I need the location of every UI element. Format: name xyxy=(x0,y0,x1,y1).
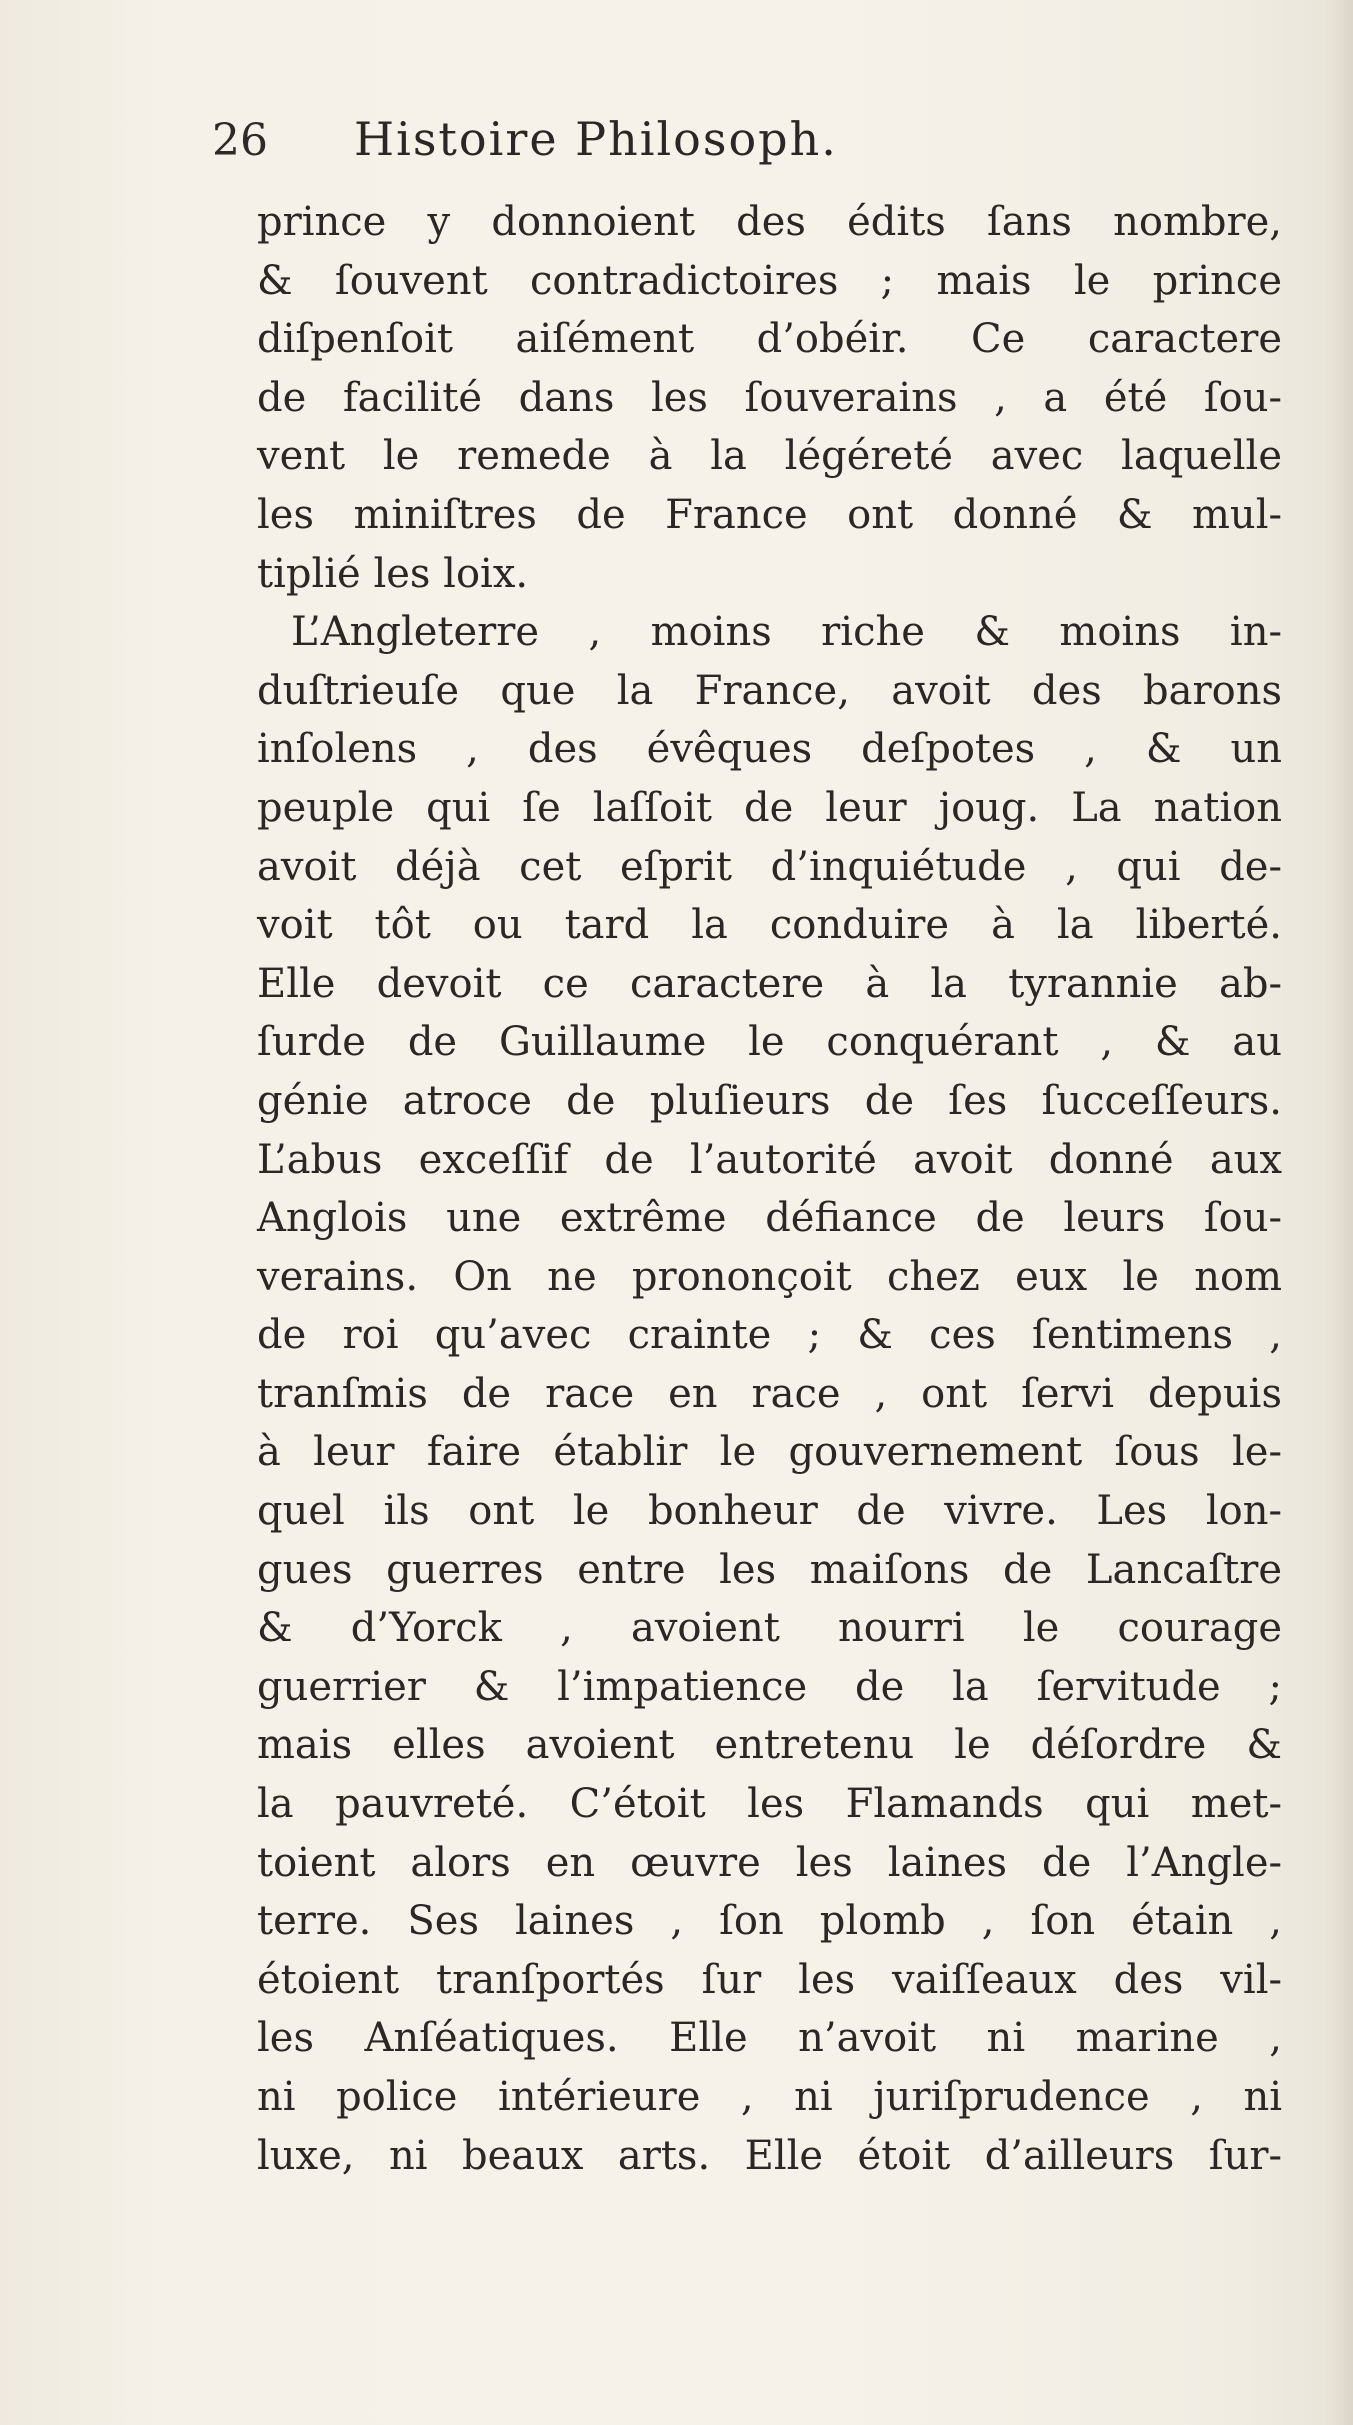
text-line: de facilité dans les ſouverains , a été ſou- xyxy=(257,374,1282,421)
text-line: tiplié les loix. xyxy=(257,550,529,597)
text-line: duſtrieuſe que la France, avoit des barons xyxy=(257,667,1282,714)
text-line: ſurde de Guillaume le conquérant , & au xyxy=(257,1019,1282,1066)
text-line: de roi qu’avec crainte ; & ces ſentimens , xyxy=(257,1312,1282,1359)
text-line: prince y donnoient des édits ſans nombre, xyxy=(257,199,1282,245)
text-line: ni police intérieure , ni juriſprudence , ni xyxy=(257,2074,1282,2120)
page-edge-shadow xyxy=(1325,0,1353,2425)
text-line: L’abus exceſſif de l’autorité avoit donné aux xyxy=(257,1136,1282,1183)
text-line: luxe, ni beaux arts. Elle étoit d’ailleurs ſur- xyxy=(257,2132,1282,2179)
text-line: terre. Ses laines , ſon plomb , ſon étain , xyxy=(257,1898,1282,1945)
text-line: les miniſtres de France ont donné & mul- xyxy=(257,491,1282,538)
text-line: vent le remede à la légéreté avec laquelle xyxy=(257,433,1282,480)
page-number: 26 xyxy=(212,115,268,166)
text-line: Anglois une extrême défiance de leurs ſou- xyxy=(257,1195,1282,1242)
text-line: génie atroce de pluſieurs de ſes ſucceſſeurs. xyxy=(257,1077,1282,1124)
text-line: étoient tranſportés ſur les vaiſſeaux des vil- xyxy=(257,1956,1282,2003)
text-line: diſpenſoit aiſément d’obéir. Ce caractere xyxy=(257,316,1282,363)
text-line: gues guerres entre les maiſons de Lancaſtre xyxy=(257,1546,1282,1593)
text-line: tranſmis de race en race , ont ſervi depuis xyxy=(257,1370,1282,1417)
text-line: L’Angleterre , moins riche & moins in- xyxy=(291,609,1282,656)
text-line: mais elles avoient entretenu le déſordre & xyxy=(257,1722,1282,1769)
text-line: quel ils ont le bonheur de vivre. Les lon- xyxy=(257,1488,1282,1535)
text-line: toient alors en œuvre les laines de l’Angle- xyxy=(257,1839,1282,1886)
text-line: avoit déjà cet eſprit d’inquiétude , qui de- xyxy=(257,843,1282,890)
page-header xyxy=(212,112,1112,184)
text-line: & ſouvent contradictoires ; mais le prince xyxy=(257,257,1282,304)
text-line: & d’Yorck , avoient nourri le courage xyxy=(257,1605,1282,1652)
text-line: les Anſéatiques. Elle n’avoit ni marine , xyxy=(257,2015,1282,2062)
running-title: Histoire Philosoph. xyxy=(354,112,838,166)
text-line: guerrier & l’impatience de la ſervitude ; xyxy=(257,1663,1282,1710)
body-text xyxy=(257,193,1282,2185)
text-line: inſolens , des évêques deſpotes , & un xyxy=(257,726,1282,773)
text-line: à leur faire établir le gouvernement ſous le- xyxy=(257,1429,1282,1476)
text-line: Elle devoit ce caractere à la tyrannie ab- xyxy=(257,960,1282,1007)
text-line: verains. On ne prononçoit chez eux le nom xyxy=(257,1253,1282,1300)
text-line: la pauvreté. C’étoit les Flamands qui met- xyxy=(257,1781,1282,1828)
text-line: peuple qui ſe laſſoit de leur joug. La nation xyxy=(257,784,1282,831)
text-line: voit tôt ou tard la conduire à la liberté. xyxy=(257,902,1282,949)
